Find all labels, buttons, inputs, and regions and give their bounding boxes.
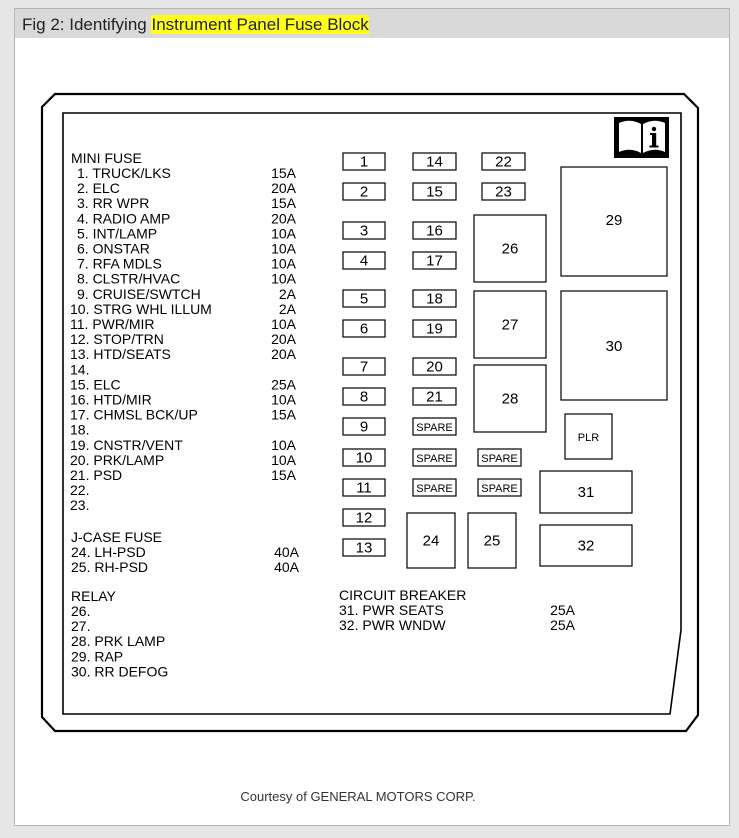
mini-fuse-slot-22-label: 22 bbox=[495, 153, 512, 171]
mini-fuse-slot-1 bbox=[343, 153, 385, 171]
mini-fuse-rating: 2A bbox=[278, 285, 296, 302]
circuit-breaker-rating: 25A bbox=[550, 617, 575, 634]
mini-fuse-slot-18 bbox=[413, 290, 456, 308]
circuit-breaker-slot-31-label: 31 bbox=[577, 484, 595, 501]
mini-fuse-rating: 20A bbox=[271, 210, 296, 227]
jcase-fuse-rating: 40A bbox=[274, 559, 299, 576]
jcase-fuse-heading: J-CASE FUSE bbox=[71, 529, 163, 545]
mini-fuse-label: 14. bbox=[70, 361, 90, 378]
mini-fuse-slot-15 bbox=[413, 183, 456, 201]
mini-fuse-slot-13 bbox=[343, 539, 385, 557]
mini-fuse-rating: 15A bbox=[271, 406, 296, 423]
mini-fuse-slot-23-label: 23 bbox=[495, 183, 512, 201]
mini-fuse-rating: 15A bbox=[271, 467, 296, 483]
spare-fuse-slot-label: SPARE bbox=[481, 453, 518, 465]
spare-fuse-slot-label: SPARE bbox=[416, 453, 453, 465]
mini-fuse-slot-13-label: 13 bbox=[355, 539, 373, 557]
mini-fuse-slot-21 bbox=[413, 388, 456, 406]
mini-fuse-label: 19. CNSTR/VENT bbox=[70, 436, 183, 453]
relay-slot-29-label: 29 bbox=[605, 212, 623, 229]
plr-slot-label: PLR bbox=[577, 432, 600, 444]
mini-fuse-slot-8 bbox=[343, 388, 385, 406]
relay-heading: RELAY bbox=[71, 588, 116, 604]
mini-fuse-label: 12. STOP/TRN bbox=[70, 331, 164, 348]
mini-fuse-slot-21-label: 21 bbox=[426, 388, 443, 406]
spare-fuse-slot bbox=[478, 479, 521, 496]
mini-fuse-rating: 10A bbox=[271, 316, 296, 332]
mini-fuse-label: 10. STRG WHL ILLUM bbox=[70, 300, 212, 317]
jcase-fuse-slot-25 bbox=[468, 513, 516, 568]
mini-fuse-label: 1. TRUCK/LKS bbox=[77, 165, 171, 181]
jcase-fuse-rating: 40A bbox=[274, 544, 299, 560]
circuit-breaker-rating: 25A bbox=[550, 602, 575, 618]
relay-label: 28. PRK LAMP bbox=[71, 633, 166, 650]
jcase-fuse-slot-24 bbox=[407, 513, 455, 568]
mini-fuse-label: 3. RR WPR bbox=[77, 195, 150, 212]
title-prefix: Fig 2: Identifying bbox=[22, 15, 152, 34]
mini-fuse-label: 7. RFA MDLS bbox=[77, 255, 162, 272]
mini-fuse-slot-17-label: 17 bbox=[426, 252, 443, 270]
mini-fuse-slot-7-label: 7 bbox=[359, 358, 369, 376]
mini-fuse-label: 18. bbox=[70, 421, 90, 438]
mini-fuse-rating: 25A bbox=[271, 376, 296, 393]
mini-fuse-slot-8-label: 8 bbox=[359, 388, 369, 406]
mini-fuse-slot-16 bbox=[413, 222, 456, 240]
mini-fuse-label: 22. bbox=[70, 482, 90, 499]
mini-fuse-slot-5 bbox=[343, 290, 385, 308]
plr-slot bbox=[565, 414, 612, 459]
relay-label: 30. RR DEFOG bbox=[71, 663, 169, 680]
mini-fuse-slot-14 bbox=[413, 153, 456, 171]
mini-fuse-label: 23. bbox=[70, 497, 90, 514]
mini-fuse-rating: 10A bbox=[271, 240, 296, 257]
mini-fuse-rating: 20A bbox=[271, 180, 296, 197]
mini-fuse-slot-19-label: 19 bbox=[426, 320, 443, 338]
mini-fuse-label: 20. PRK/LAMP bbox=[70, 451, 165, 468]
book-info-icon bbox=[614, 117, 669, 158]
fuse-slots bbox=[343, 153, 667, 568]
mini-fuse-rating: 10A bbox=[271, 391, 296, 408]
mini-fuse-label: 11. PWR/MIR bbox=[70, 316, 155, 332]
spare-fuse-slot bbox=[478, 449, 521, 466]
mini-fuse-label: 5. INT/LAMP bbox=[77, 225, 158, 242]
spare-fuse-slot bbox=[413, 449, 456, 466]
jcase-fuse-slot-24-label: 24 bbox=[422, 532, 440, 550]
mini-fuse-rating: 10A bbox=[271, 255, 296, 272]
jcase-fuse-label: 25. RH-PSD bbox=[71, 559, 149, 576]
spare-fuse-slot bbox=[413, 418, 456, 435]
relay-slot-27 bbox=[474, 291, 546, 358]
mini-fuse-slot-19 bbox=[413, 320, 456, 338]
mini-fuse-slot-20-label: 20 bbox=[426, 358, 443, 376]
spare-fuse-slot-label: SPARE bbox=[481, 483, 518, 495]
mini-fuse-slot-10 bbox=[343, 449, 385, 467]
mini-fuse-rating: 2A bbox=[278, 300, 296, 317]
mini-fuse-slot-2-label: 2 bbox=[359, 183, 369, 201]
mini-fuse-rating: 15A bbox=[271, 165, 296, 181]
mini-fuse-rating: 20A bbox=[271, 331, 296, 348]
mini-fuse-rating: 10A bbox=[271, 451, 296, 468]
mini-fuse-slot-3 bbox=[343, 222, 385, 240]
mini-fuse-slot-17 bbox=[413, 252, 456, 270]
circuit-breaker-label: 31. PWR SEATS bbox=[339, 602, 444, 618]
mini-fuse-label: 9. CRUISE/SWTCH bbox=[77, 285, 201, 302]
mini-fuse-rating: 20A bbox=[271, 346, 296, 363]
circuit-breaker-slot-32-label: 32 bbox=[577, 537, 595, 555]
mini-fuse-slot-22 bbox=[482, 153, 525, 171]
mini-fuse-slot-11 bbox=[343, 479, 385, 497]
mini-fuse-rating: 10A bbox=[271, 270, 296, 287]
title-highlight: Instrument Panel Fuse Block bbox=[151, 15, 369, 34]
mini-fuse-slot-2 bbox=[343, 183, 385, 201]
mini-fuse-slot-16-label: 16 bbox=[426, 222, 443, 240]
mini-fuse-rating: 10A bbox=[271, 225, 296, 242]
mini-fuse-slot-23 bbox=[482, 183, 525, 201]
mini-fuse-slot-18-label: 18 bbox=[426, 290, 443, 308]
relay-label: 27. bbox=[71, 618, 91, 635]
mini-fuse-slot-3-label: 3 bbox=[359, 222, 369, 240]
mini-fuse-slot-6 bbox=[343, 320, 385, 338]
circuit-breaker-heading: CIRCUIT BREAKER bbox=[339, 587, 467, 603]
relay-slot-26 bbox=[474, 215, 546, 282]
relay-slot-29 bbox=[561, 167, 667, 276]
circuit-breaker-slot-32 bbox=[540, 525, 632, 566]
jcase-fuse-slot-25-label: 25 bbox=[483, 532, 501, 550]
spare-fuse-slot-label: SPARE bbox=[416, 483, 453, 495]
mini-fuse-slot-7 bbox=[343, 358, 385, 376]
mini-fuse-label: 17. CHMSL BCK/UP bbox=[70, 406, 198, 423]
mini-fuse-heading: MINI FUSE bbox=[71, 150, 142, 166]
mini-fuse-slot-14-label: 14 bbox=[426, 153, 443, 171]
mini-fuse-label: 6. ONSTAR bbox=[77, 240, 150, 257]
mini-fuse-label: 8. CLSTR/HVAC bbox=[77, 270, 181, 287]
relay-slot-28-label: 28 bbox=[501, 390, 519, 408]
mini-fuse-label: 15. ELC bbox=[70, 376, 121, 393]
spare-fuse-slot-label: SPARE bbox=[416, 422, 453, 434]
relay-label: 26. bbox=[71, 603, 91, 619]
relay-slot-30-label: 30 bbox=[605, 338, 623, 355]
relay-slot-30 bbox=[561, 291, 667, 400]
spare-fuse-slot bbox=[413, 479, 456, 496]
mini-fuse-slot-6-label: 6 bbox=[359, 320, 369, 338]
mini-fuse-slot-1-label: 1 bbox=[359, 153, 369, 171]
relay-label: 29. RAP bbox=[71, 648, 124, 665]
mini-fuse-slot-12 bbox=[343, 509, 385, 527]
mini-fuse-slot-4 bbox=[343, 252, 385, 270]
mini-fuse-slot-20 bbox=[413, 358, 456, 376]
relay-slot-26-label: 26 bbox=[501, 240, 519, 258]
mini-fuse-rating: 10A bbox=[271, 436, 296, 453]
circuit-breaker-slot-31 bbox=[540, 471, 632, 513]
jcase-fuse-label: 24. LH-PSD bbox=[71, 544, 146, 560]
mini-fuse-slot-4-label: 4 bbox=[359, 252, 369, 270]
mini-fuse-slot-5-label: 5 bbox=[359, 290, 369, 308]
courtesy-credit: Courtesy of GENERAL MOTORS CORP. bbox=[240, 789, 476, 804]
mini-fuse-slot-9 bbox=[343, 418, 385, 436]
mini-fuse-slot-15-label: 15 bbox=[426, 183, 443, 201]
mini-fuse-slot-9-label: 9 bbox=[359, 418, 369, 436]
mini-fuse-rating: 15A bbox=[271, 195, 296, 212]
relay-slot-27-label: 27 bbox=[501, 316, 519, 334]
circuit-breaker-label: 32. PWR WNDW bbox=[339, 617, 446, 634]
mini-fuse-label: 13. HTD/SEATS bbox=[70, 346, 171, 363]
mini-fuse-label: 16. HTD/MIR bbox=[70, 391, 152, 408]
mini-fuse-label: 4. RADIO AMP bbox=[77, 210, 171, 227]
relay-slot-28 bbox=[474, 365, 546, 432]
mini-fuse-label: 2. ELC bbox=[77, 180, 120, 197]
mini-fuse-slot-12-label: 12 bbox=[355, 509, 373, 527]
mini-fuse-slot-11-label: 11 bbox=[356, 479, 372, 497]
mini-fuse-label: 21. PSD bbox=[70, 467, 123, 483]
mini-fuse-slot-10-label: 10 bbox=[355, 449, 373, 467]
